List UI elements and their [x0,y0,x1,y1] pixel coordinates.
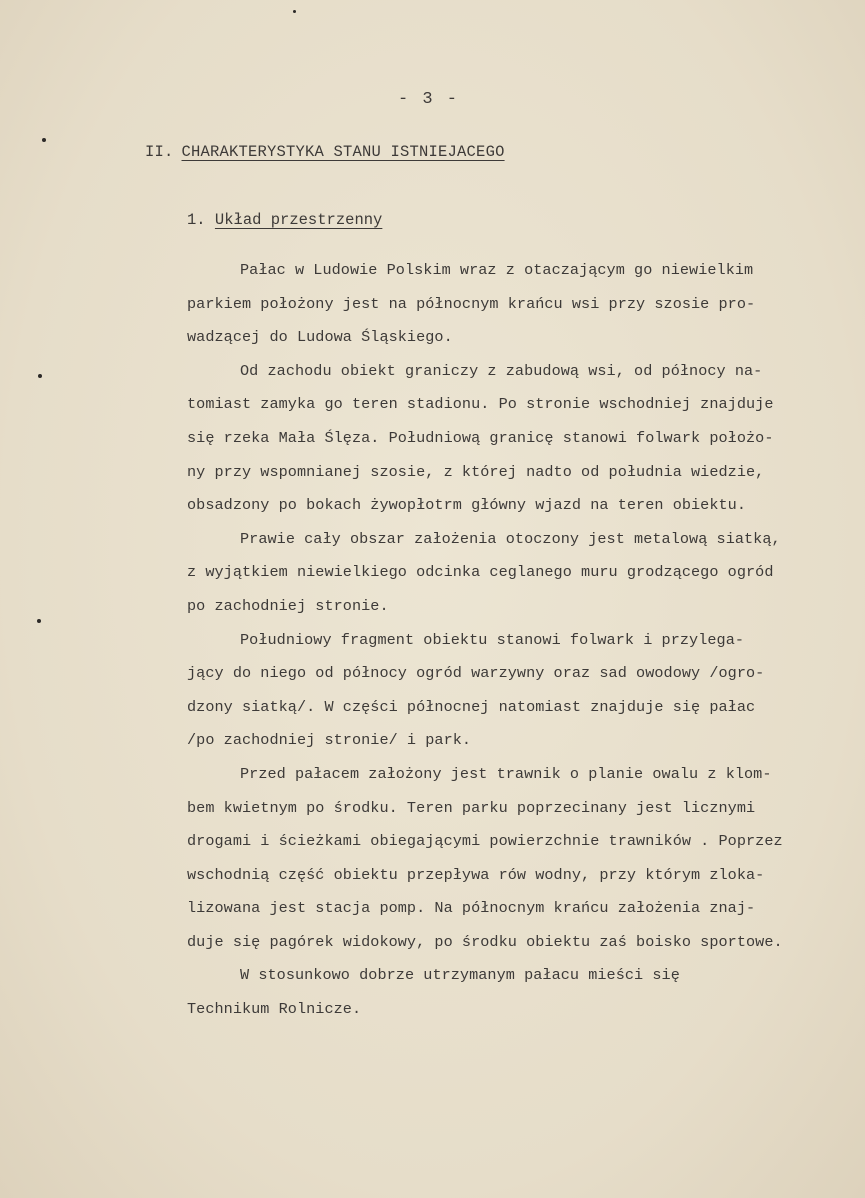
text-line: Pałac w Ludowie Polskim wraz z otaczającym go niewielkim [240,261,754,279]
text-line: tomiast zamyka go teren stadionu. Po stronie wschodniej znajduje [187,395,774,414]
paper-speck [42,138,46,142]
text-line: W stosunkowo dobrze utrzymanym pałacu mieści się [240,966,680,985]
text-line: Prawie cały obszar założenia otoczony jest metalową siatką, [240,529,781,548]
text-line: wadzącej do Ludowa Śląskiego. [187,328,453,347]
text-line: Przed pałacem założony jest trawnik o planie owalu z klom- [240,764,772,783]
subsection-title: Układ przestrzenny [214,211,383,229]
text-line: Od zachodu obiekt graniczy z zabudową wsi, od północy na- [240,361,763,380]
text-line: duje się pagórek widokowy, po środku obiektu zaś boisko sportowe. [187,932,783,951]
text-line: z wyjątkiem niewielkiego odcinka ceglanego muru grodzącego ogród [187,563,774,582]
text-line: /po zachodniej stronie/ i park. [187,731,472,750]
text-line: wschodnią część obiektu przepływa rów wodny, przy którym zloka- [187,865,765,884]
text-line: ny przy wspomnianej szosie, z której nadto od południa wiedzie, [187,462,765,481]
text-line: się rzeka Mała Ślęza. Południową granicę stanowi folwark położo- [187,428,774,447]
body-text [187,258,865,1031]
subsection-number: 1. [187,211,206,229]
paper-speck [37,619,41,623]
text-line: po zachodniej stronie. [187,596,389,615]
section-number: II. [145,143,174,161]
text-line: Technikum Rolnicze. [187,1000,362,1019]
paper-speck [293,10,296,13]
text-line: obsadzony po bokach żywopłotrm główny wjazd na teren obiektu. [187,496,747,515]
page-number: - 3 - [398,90,460,109]
section-title: CHARAKTERYSTYKA STANU ISTNIEJACEGO [181,143,505,161]
text-line: lizowana jest stacja pomp. Na północnym krańcu założenia znaj- [187,899,756,918]
text-line: bem kwietnym po środku. Teren parku poprzecinany jest licznymi [187,798,756,817]
text-line: dzony siatką/. W części północnej natomiast znajduje się pałac [187,697,756,716]
paper-speck [38,374,42,378]
section-heading [145,143,505,161]
text-line: parkiem położony jest na północnym krańcu wsi przy szosie pro- [187,294,756,313]
text-line: Południowy fragment obiektu stanowi folwark i przylega- [240,630,745,649]
text-line: jący do niego od północy ogród warzywny oraz sad owodowy /ogro- [187,664,765,683]
text-line: drogami i ścieżkami obiegającymi powierzchnie trawników . Poprzez [187,832,783,851]
subsection-heading [187,211,382,229]
